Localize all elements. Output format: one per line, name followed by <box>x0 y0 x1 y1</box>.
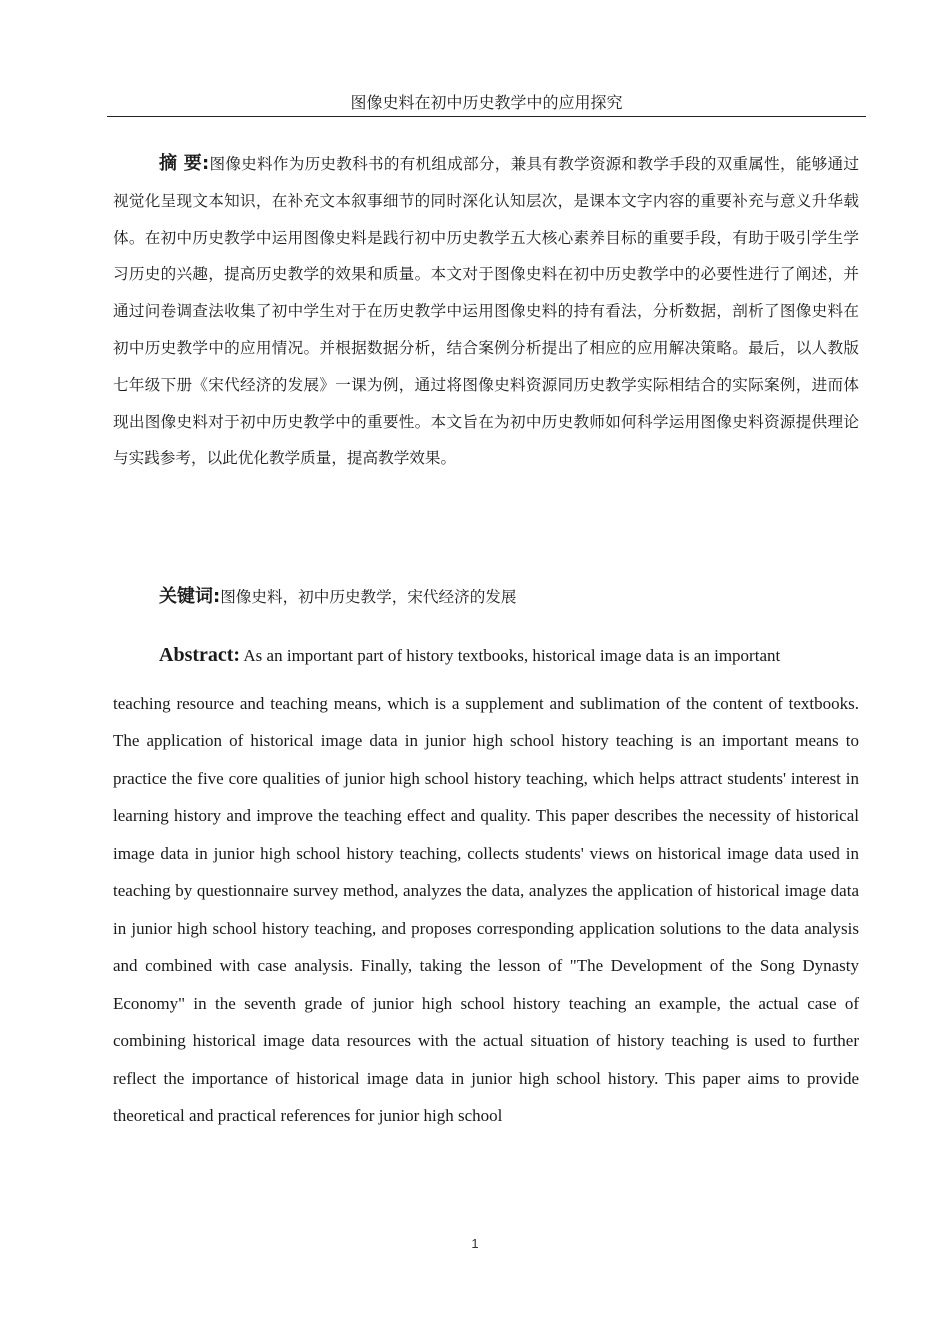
chinese-keywords <box>159 580 859 614</box>
chinese-keywords-label: 关键词: <box>159 586 221 607</box>
chinese-abstract <box>113 146 859 477</box>
page-number: 1 <box>471 1236 479 1251</box>
chinese-abstract-indent <box>113 155 209 173</box>
english-abstract-lead-text: As an important part of history textbooks, historical image data is an important <box>243 646 781 665</box>
english-abstract-body: teaching resource and teaching means, which is a supplement and sublimation of the content of textbooks. The application of historical image data in junior high school history teaching is an important means to practice the five core qualities of junior high school history teaching, which helps attract students' interest in learning history and improve the teaching effect and quality. This paper describes the necessity of historical image data in junior high school history teaching, collects students' views on historical image data used in teaching by questionnaire survey method, analyzes the data, analyzes the application of historical image data in junior high school history teaching, and proposes corresponding application solutions to the data analysis and combined with case analysis. Finally, taking the lesson of "The Development of the Song Dynasty Economy" in the seventh grade of junior high school history teaching an example, the actual case of combining historical image data resources with the actual situation of history teaching is used to further reflect the importance of historical image data in junior high school history. This paper aims to provide theoretical and practical references for junior high school <box>113 693 859 1125</box>
chinese-abstract-text: 图像史料作为历史教科书的有机组成部分，兼具有教学资源和教学手段的双重属性，能够通过视觉化呈现文本知识，在补充文本叙事细节的同时深化认知层次，是课本文字内容的重要补充与意义升华载体。在初中历史教学中运用图像史料是践行初中历史教学五大核心素养目标的重要手段，有助于吸引学生学习历史的兴趣，提高历史教学的效果和质量。本文对于图像史料在初中历史教学中的必要性进行了阐述，并通过问卷调查法收集了初中学生对于在历史教学中运用图像史料的持有看法，分析数据，剖析了图像史料在初中历史教学中的应用情况。并根据数据分析，结合案例分析提出了相应的应用解决策略。最后，以人教版七年级下册《宋代经济的发展》一课为例，通过将图像史料资源同历史教学实际相结合的实际案例，进而体现出图像史料对于初中历史教学中的重要性。本文旨在为初中历史教师如何科学运用图像史料资源提供理论与实践参考，以此优化教学质量，提高教学效果。 <box>113 155 859 468</box>
chinese-keywords-text: 图像史料，初中历史教学，宋代经济的发展 <box>220 588 517 606</box>
english-abstract <box>113 637 859 1135</box>
header-divider <box>107 116 866 117</box>
chinese-abstract-label: 摘 要: <box>159 153 210 174</box>
running-header-title: 图像史料在初中历史教学中的应用探究 <box>350 93 623 112</box>
english-abstract-label: Abstract: <box>159 644 241 666</box>
english-abstract-lead <box>113 646 780 665</box>
